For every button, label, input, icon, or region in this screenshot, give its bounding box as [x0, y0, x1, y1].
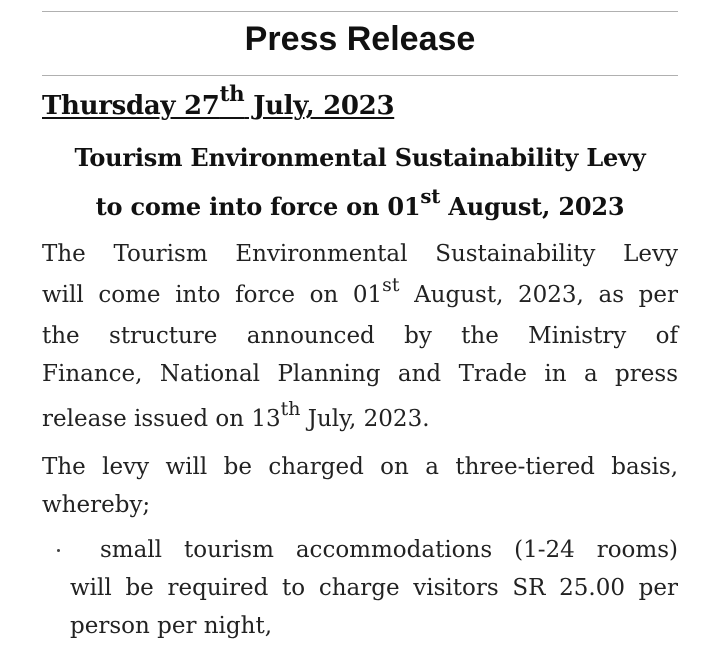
page-title: Press Release — [244, 20, 476, 58]
p1-line5-suffix: July, 2023. — [300, 406, 430, 432]
paragraph-1 — [42, 235, 678, 439]
title-divider — [42, 75, 678, 76]
list-item-line-2: will be required to charge visitors SR 25.00 per — [70, 575, 678, 601]
list-item — [70, 531, 678, 645]
paragraph-2 — [42, 448, 678, 524]
headline-suffix: August, 2023 — [440, 192, 625, 221]
paragraph-2-line-2: whereby; — [42, 492, 151, 518]
date-prefix: Thursday 27 — [42, 91, 220, 121]
headline-line-2 — [0, 185, 720, 226]
p1-line2-prefix: will come into force on 01 — [42, 282, 383, 308]
p1-line5-prefix: release issued on 13 — [42, 406, 281, 432]
bullet-marker — [57, 549, 60, 552]
headline-ordinal: st — [420, 185, 441, 209]
p1-line2-suffix: August, 2023, as per — [399, 282, 678, 308]
list-item-line-3: person per night, — [70, 613, 273, 639]
paragraph-1-line-2 — [42, 273, 678, 317]
top-divider — [42, 11, 678, 12]
paragraph-1-line-5 — [42, 393, 678, 439]
date-ordinal: th — [219, 82, 245, 108]
paragraph-1-line-4: Finance, National Planning and Trade in a press — [42, 361, 678, 387]
release-date — [42, 82, 395, 126]
date-suffix: July, 2023 — [244, 91, 395, 121]
p1-line5-ordinal: th — [280, 397, 301, 420]
list-item-line-1: small tourism accommodations (1-24 rooms) — [100, 537, 678, 563]
paragraph-1-line-1: The Tourism Environmental Sustainability Levy — [42, 241, 678, 267]
headline-prefix: to come into force on 01 — [95, 192, 421, 221]
headline-line-1: Tourism Environmental Sustainability Levy — [74, 143, 646, 172]
p1-line2-ordinal: st — [382, 273, 400, 296]
paragraph-2-line-1: The levy will be charged on a three-tiered basis, — [42, 454, 678, 480]
paragraph-1-line-3: the structure announced by the Ministry of — [42, 323, 678, 349]
